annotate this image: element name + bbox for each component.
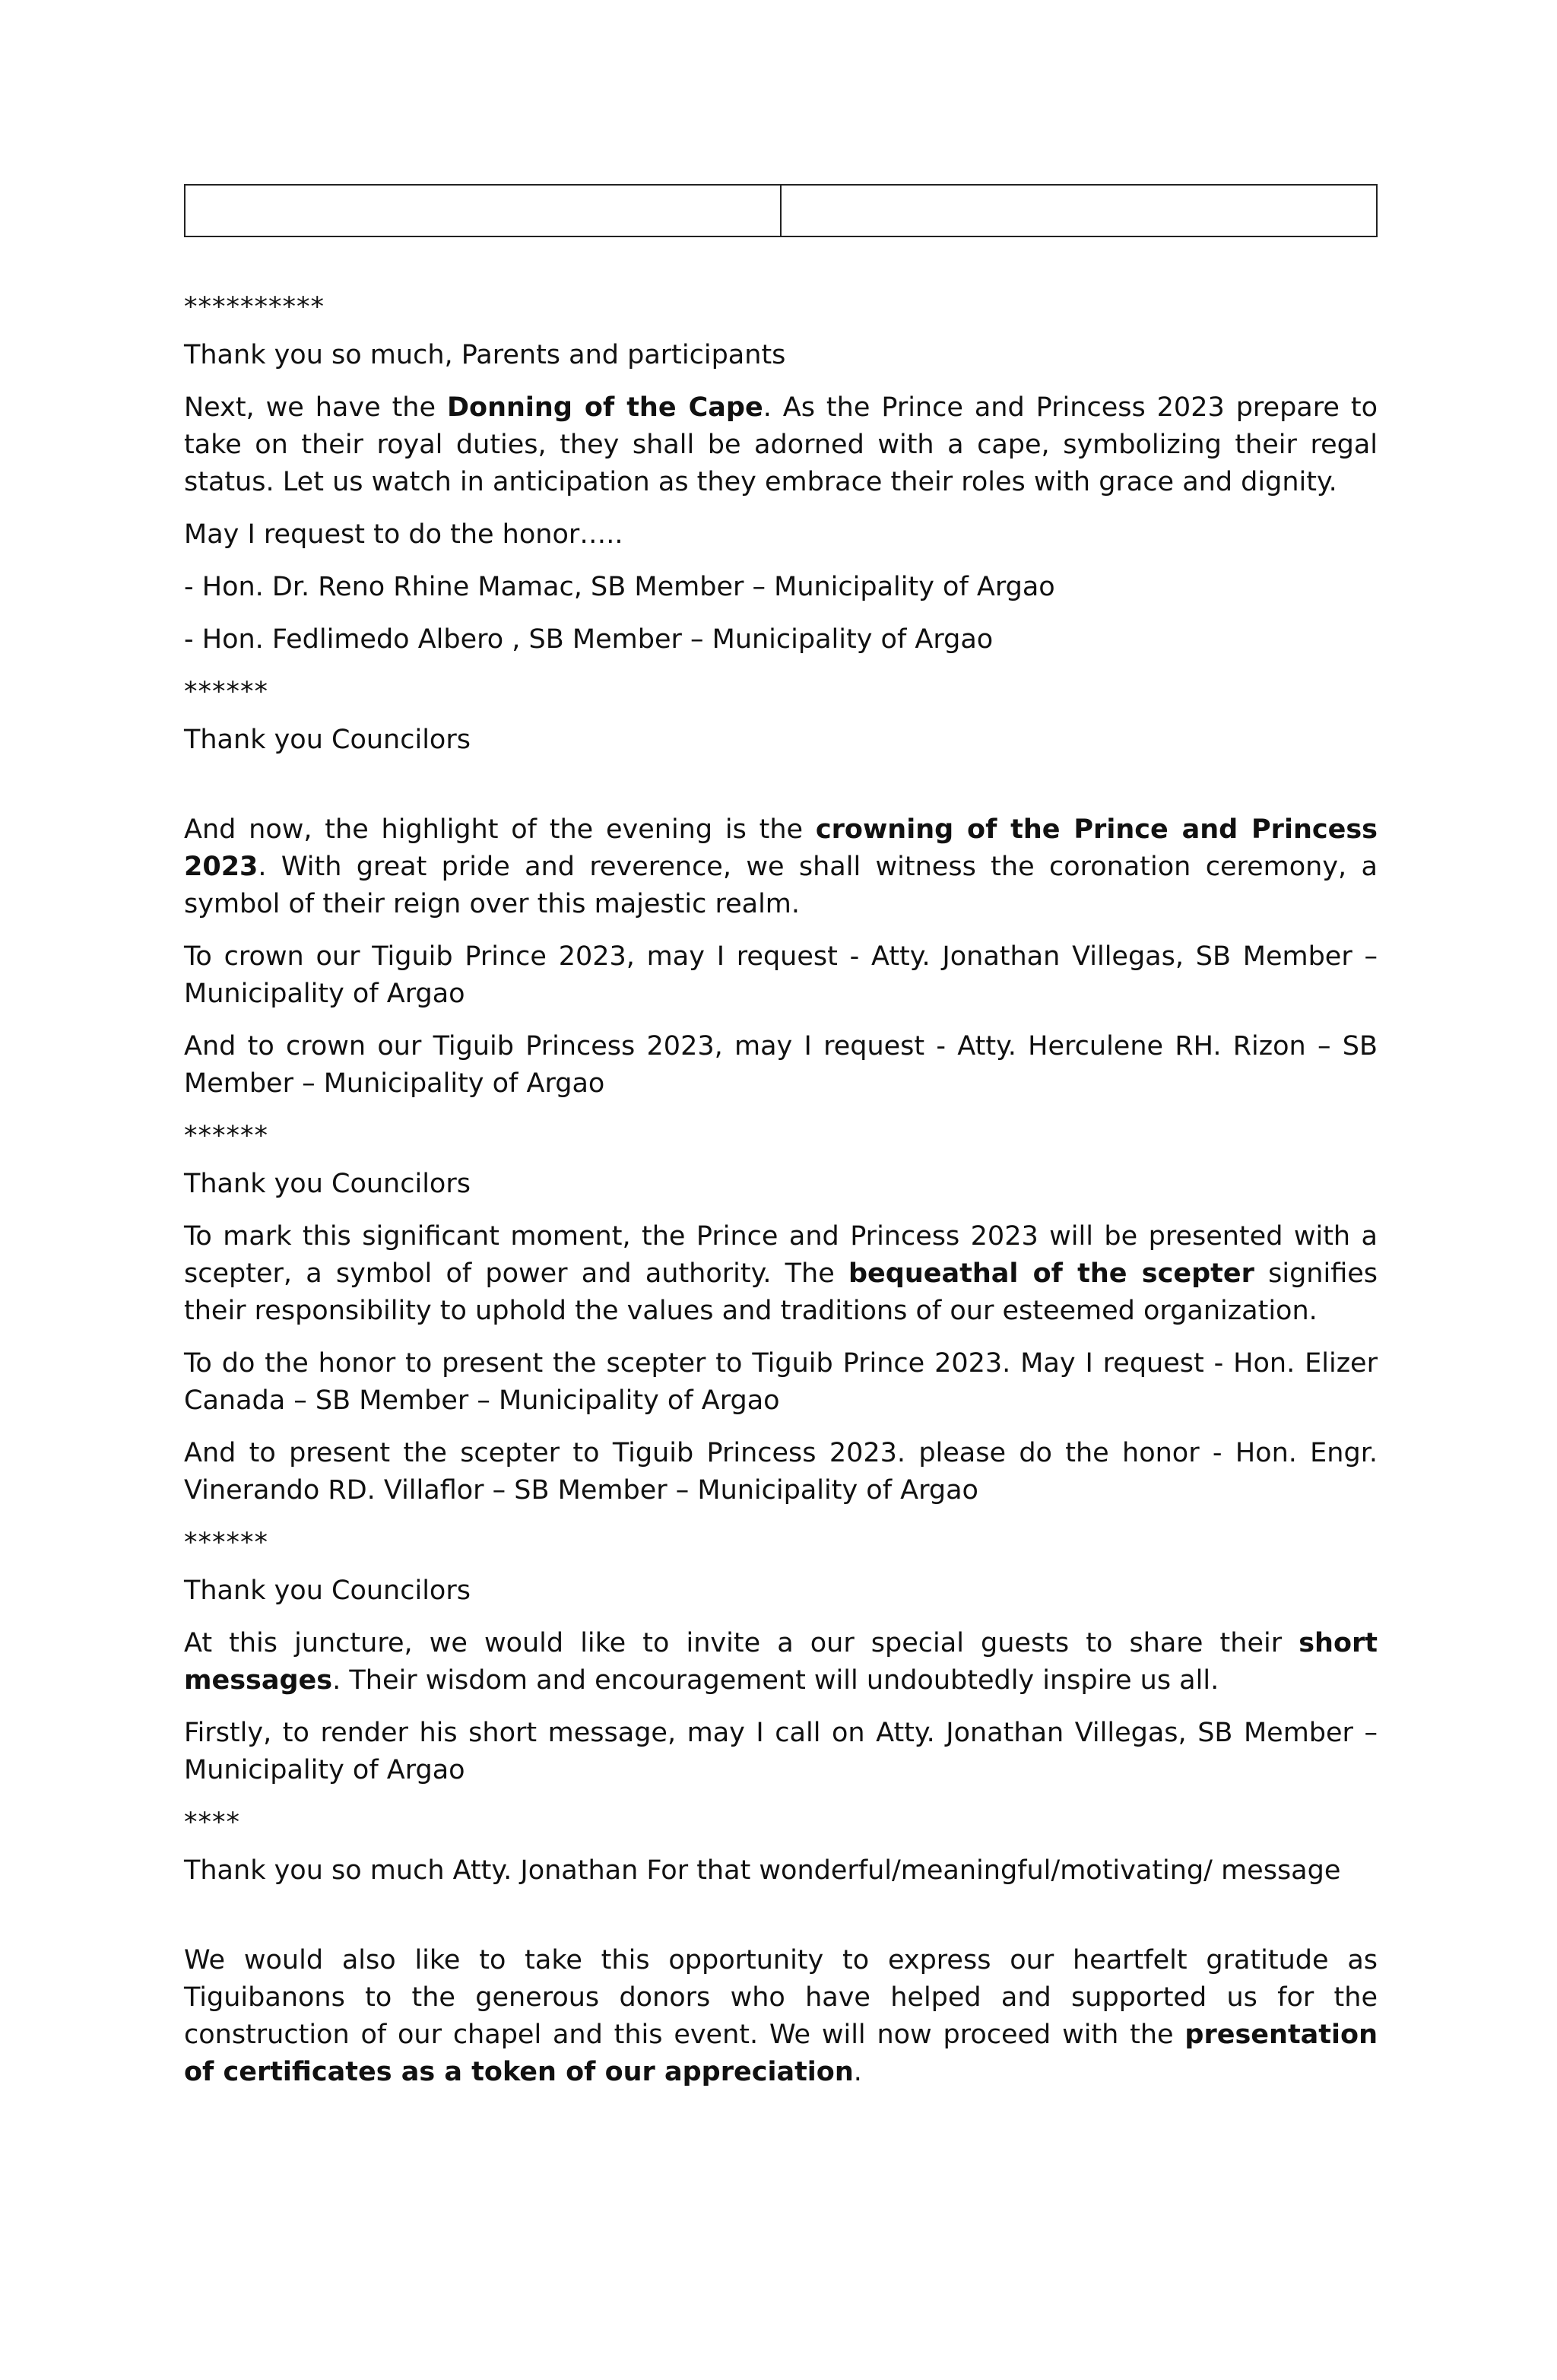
paragraph-crown-prince: To crown our Tiguib Prince 2023, may I request - Atty. Jonathan Villegas, SB Member – Municipality of Argao bbox=[184, 941, 1378, 1009]
text-segment: . bbox=[853, 2057, 862, 2087]
paragraph-short-messages bbox=[184, 1625, 1378, 1699]
table-cell-right bbox=[781, 185, 1377, 236]
text-segment: Next, we have the bbox=[184, 392, 447, 423]
text-segment: And now, the highlight of the evening is the bbox=[184, 814, 816, 845]
bold-phrase: presentation of certificates as a token of our appreciation bbox=[184, 2020, 1378, 2087]
paragraph-first-message: Firstly, to render his short message, may I call on Atty. Jonathan Villegas, SB Member – Municipality of Argao bbox=[184, 1718, 1378, 1785]
list-item-cape-member: - Hon. Fedlimedo Albero , SB Member – Municipality of Argao bbox=[184, 624, 994, 655]
paragraph-request-honor: May I request to do the honor….. bbox=[184, 519, 623, 550]
bold-phrase: Donning of the Cape bbox=[446, 392, 763, 423]
separator: ****** bbox=[184, 677, 268, 707]
bold-phrase: bequeathal of the scepter bbox=[848, 1258, 1254, 1289]
table-row bbox=[185, 185, 1377, 236]
paragraph-thanks-councilors: Thank you Councilors bbox=[184, 1576, 471, 1606]
paragraph-crowning bbox=[184, 811, 1378, 923]
table-cell-left bbox=[185, 185, 781, 236]
paragraph-scepter bbox=[184, 1218, 1378, 1330]
paragraph-gratitude bbox=[184, 1942, 1378, 2091]
separator: ****** bbox=[184, 1528, 268, 1558]
paragraph-scepter-prince: To do the honor to present the scepter to Tiguib Prince 2023. May I request - Hon. Elizer Canada – SB Member – Municipality of Argao bbox=[184, 1348, 1378, 1416]
paragraph-scepter-princess: And to present the scepter to Tiguib Princess 2023. please do the honor - Hon. Engr. Vinerando RD. Villaflor – SB Member – Municipality of Argao bbox=[184, 1438, 1378, 1506]
paragraph-thanks-jonathan: Thank you so much Atty. Jonathan For that wonderful/meaningful/motivating/ message bbox=[184, 1855, 1341, 1886]
paragraph-donning-cape bbox=[184, 389, 1378, 501]
bold-phrase: crowning of the Prince and Princess 2023 bbox=[184, 814, 1378, 882]
list-item-cape-member: - Hon. Dr. Reno Rhine Mamac, SB Member – Municipality of Argao bbox=[184, 572, 1055, 602]
separator: ****** bbox=[184, 1121, 268, 1151]
separator: ********** bbox=[184, 292, 325, 322]
document-body bbox=[184, 289, 1378, 2106]
text-segment: To mark this significant moment, the Prince and Princess 2023 will be presented with a scepter, a symbol of power and authority. The bbox=[184, 1221, 1378, 1289]
text-segment: signifies their responsibility to uphold the values and traditions of our esteemed organization. bbox=[184, 1258, 1378, 1326]
text-segment: At this juncture, we would like to invite a our special guests to share their bbox=[184, 1628, 1299, 1658]
paragraph-crown-princess: And to crown our Tiguib Princess 2023, may I request - Atty. Herculene RH. Rizon – SB Member – Municipality of Argao bbox=[184, 1031, 1378, 1099]
paragraph-thanks-parents: Thank you so much, Parents and participants bbox=[184, 340, 786, 370]
bold-phrase: short messages bbox=[184, 1628, 1378, 1696]
text-segment: We would also like to take this opportunity to express our heartfelt gratitude as Tiguibanons to the generous donors who have helped and supported us for the construction of our chapel and this event. We will now proceed with the bbox=[184, 1945, 1378, 2050]
text-segment: . As the Prince and Princess 2023 prepare to take on their royal duties, they shall be adorned with a cape, symbolizing their regal status. Let us watch in anticipation as they embrace their roles with grace and dignity. bbox=[184, 392, 1378, 497]
paragraph-thanks-councilors: Thank you Councilors bbox=[184, 725, 471, 755]
separator: **** bbox=[184, 1807, 240, 1838]
paragraph-thanks-councilors: Thank you Councilors bbox=[184, 1169, 471, 1199]
empty-table bbox=[184, 184, 1378, 237]
text-segment: . Their wisdom and encouragement will undoubtedly inspire us all. bbox=[332, 1665, 1219, 1696]
text-segment: . With great pride and reverence, we shall witness the coronation ceremony, a symbol of their reign over this majestic realm. bbox=[184, 852, 1378, 919]
